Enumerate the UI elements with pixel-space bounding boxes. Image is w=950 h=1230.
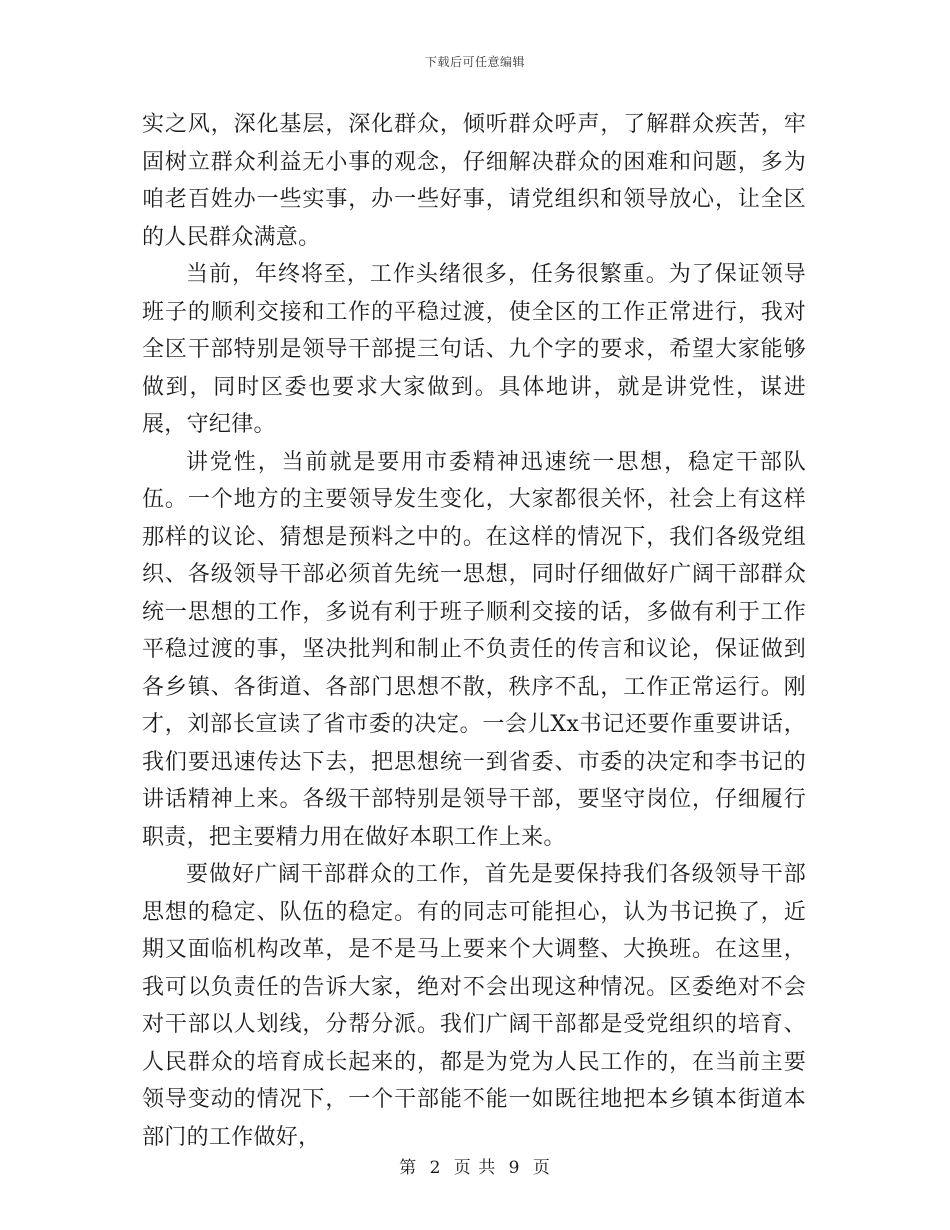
total-page-count: 9 bbox=[508, 1158, 521, 1178]
footer-prefix: 第 bbox=[399, 1158, 418, 1178]
paragraph-4: 要做好广阔干部群众的工作，首先是要保持我们各级领导干部思想的稳定、队伍的稳定。有的同志可能担心，认为书记换了，近期又面临机构改革，是不是马上要来个大调整、大换班。在这里，我可以负责任的告诉大家，绝对不会出现这种情况。区委绝对不会对干部以人划线，分帮分派。我们广阔干部都是受党组织的培育、人民群众的培育成长起来的，都是为党为人民工作的，在当前主要领导变动的情况下，一个干部能不能一如既往地把本乡镇本街道本部门的工作做好， bbox=[142, 862, 806, 1150]
paragraph-2: 当前，年终将至，工作头绪很多，任务很繁重。为了保证领导班子的顺利交接和工作的平稳过渡，使全区的工作正常进行，我对全区干部特别是领导干部提三句话、九个字的要求，希望大家能够做到，同时区委也要求大家做到。具体地讲，就是讲党性，谋进展，守纪律。 bbox=[142, 262, 806, 437]
current-page-number: 2 bbox=[429, 1158, 442, 1178]
page-header: 下载后可任意编辑 bbox=[424, 55, 525, 69]
page-footer bbox=[0, 1153, 950, 1178]
paragraph-3: 讲党性，当前就是要用市委精神迅速统一思想，稳定干部队伍。一个地方的主要领导发生变化，大家都很关怀，社会上有这样那样的议论、猜想是预料之中的。在这样的情况下，我们各级党组织、各级领导干部必须首先统一思想，同时仔细做好广阔干部群众统一思想的工作，多说有利于班子顺利交接的话，多做有利于工作平稳过渡的事，坚决批判和制止不负责任的传言和议论，保证做到各乡镇、各街道、各部门思想不散，秩序不乱，工作正常运行。刚才，刘部长宣读了省市委的决定。一会儿Xx书记还要作重要讲话，我们要迅速传达下去，把思想统一到省委、市委的决定和李书记的讲话精神上来。各级干部特别是领导干部，要坚守岗位，仔细履行职责，把主要精力用在做好本职工作上来。 bbox=[142, 449, 806, 850]
footer-suffix: 页 bbox=[532, 1158, 551, 1178]
footer-middle: 页 共 bbox=[453, 1158, 497, 1178]
paragraph-1: 实之风，深化基层，深化群众，倾听群众呼声，了解群众疾苦，牢固树立群众利益无小事的观念，仔细解决群众的困难和问题，多为咱老百姓办一些实事，办一些好事，请党组织和领导放心，让全区的人民群众满意。 bbox=[142, 112, 806, 250]
document-body bbox=[142, 106, 806, 1156]
